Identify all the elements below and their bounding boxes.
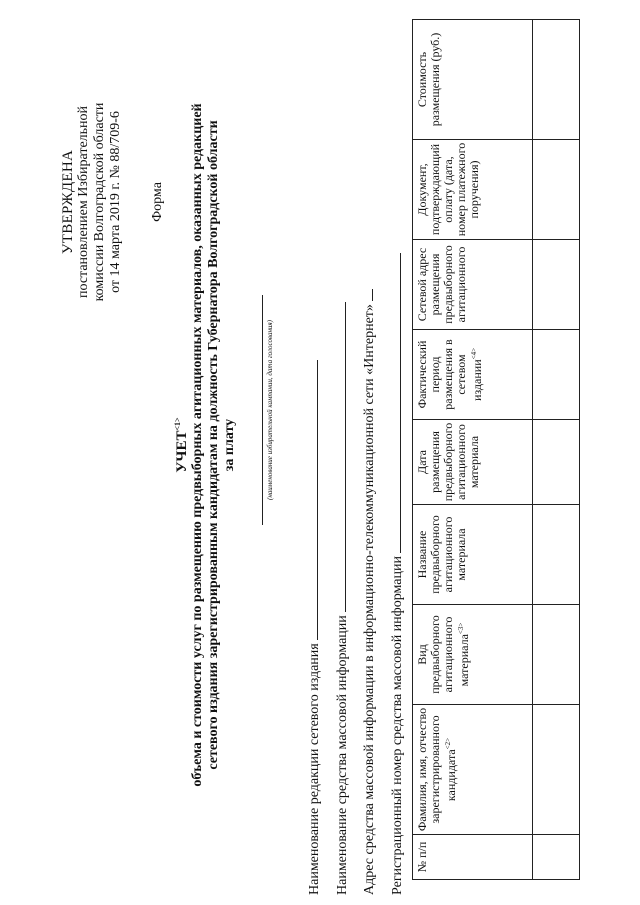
media-name-blank[interactable] [333,302,346,612]
table-cell[interactable] [533,505,580,605]
table-cell[interactable] [533,420,580,505]
approval-line-1: постановлением Избирательной [76,105,91,299]
field-registration-number [388,253,406,895]
form-label: Форма [150,182,165,222]
table-cell[interactable] [533,835,580,880]
approval-heading: УТВЕРЖДЕНА [60,149,76,255]
title-main: УЧЕТ [174,430,190,473]
field-media-address [360,289,378,895]
title-line-3: за плату [222,418,237,472]
column-header: Стоимость размещения (руб.) [413,20,533,140]
approval-stamp [60,82,124,322]
column-header: Фамилия, имя, отчество зарегистрированного кандидата$^{<2>}$ [413,705,533,835]
title-line-2: сетевого издания зарегистрированным кандидатам на должность Губернатора Волгоградской области [206,120,221,770]
field-editorial-name [305,360,323,895]
table-cell[interactable] [533,705,580,835]
field-label: Наименование редакции сетевого издания [307,643,322,895]
table-cell[interactable] [533,20,580,140]
field-label: Адрес средства массовой информации в информационно-телекоммуникационной сети «Интернет» [362,304,377,895]
approval-line-2: комиссии Волгоградской области [92,102,107,302]
column-header: Вид предвыборного агитационного материала$^{<3>}$ [413,605,533,705]
column-header: Сетевой адрес размещения предвыборного агитационного [413,240,533,330]
field-media-name [333,302,351,895]
media-address-blank[interactable] [360,289,373,301]
campaign-blank-line[interactable] [262,295,263,525]
title-footnote: <1> [173,417,182,431]
table-row [533,20,580,880]
accounting-table [412,19,580,880]
editorial-name-blank[interactable] [305,360,318,640]
table-cell[interactable] [533,240,580,330]
column-header: № п/п [413,835,533,880]
column-header: Документ, подтверждающий оплату (дата, номер платежного поручения) [413,140,533,240]
table-cell[interactable] [533,605,580,705]
table-cell[interactable] [533,330,580,420]
document-title [170,95,238,795]
column-header: Фактический период размещения в сетевом издании$^{<4>}$ [413,330,533,420]
column-header: Название предвыборного агитационного материала [413,505,533,605]
title-line-1: объема и стоимости услуг по размещению предвыборных агитационных материалов, оказанных редакцией [190,103,205,787]
campaign-caption: (наименование избирательной кампании, дата голосования) [266,319,274,501]
field-label: Регистрационный номер средства массовой информации [390,556,405,895]
table-header-row [413,20,533,880]
field-label: Наименование средства массовой информации [335,615,350,895]
table-cell[interactable] [533,140,580,240]
column-header: Дата размещения предвыборного агитационного материала [413,420,533,505]
registration-number-blank[interactable] [388,253,401,553]
approval-line-3: от 14 марта 2019 г. № 88/709-6 [108,111,123,293]
